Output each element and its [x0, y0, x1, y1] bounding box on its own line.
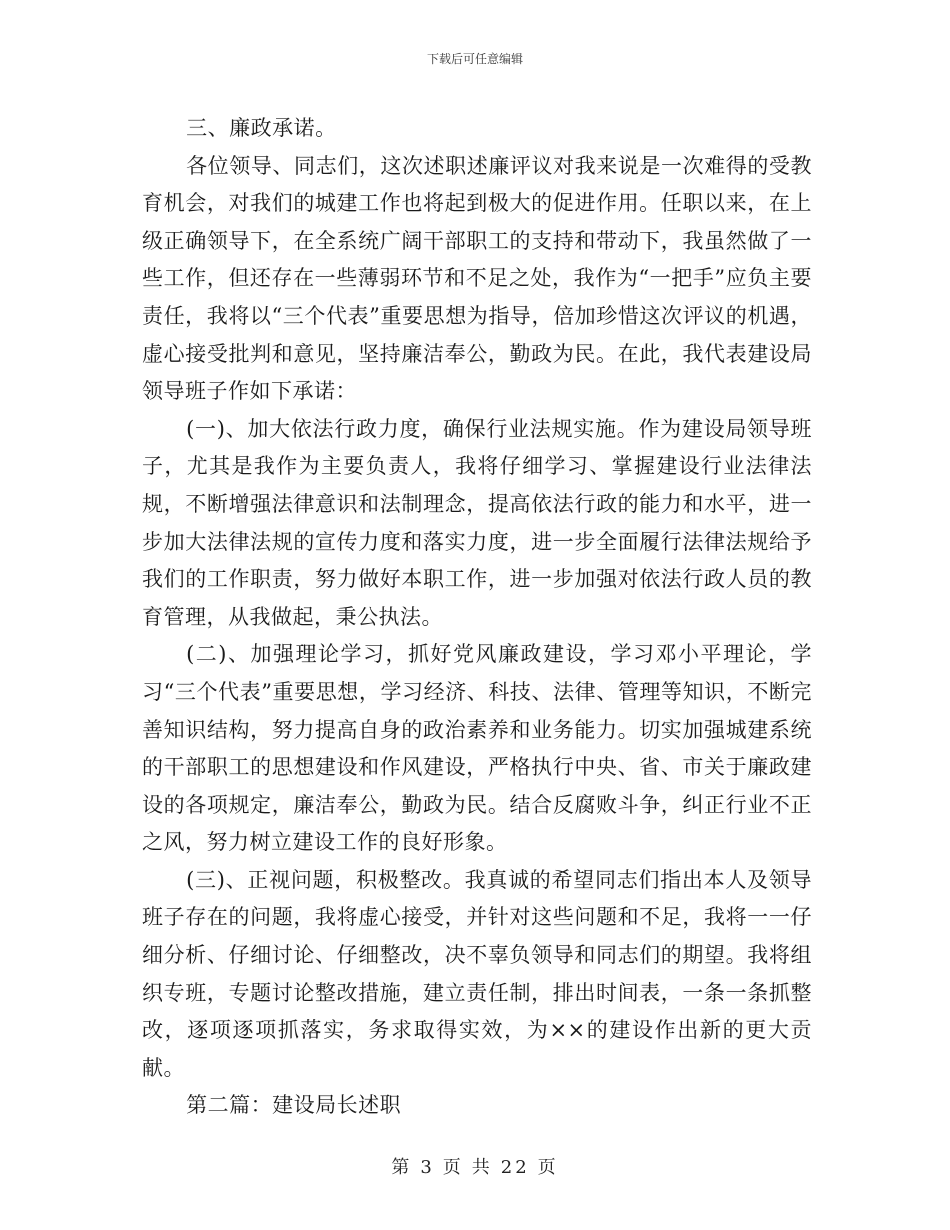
footer-label-page: 第	[391, 1157, 413, 1178]
paragraph-intro: 各位领导、同志们，这次述职述廉评议对我来说是一次难得的受教育机会，对我们的城建工作也将起到极大的促进作用。任职以来，在上级正确领导下，在全系统广阔干部职工的支持和带动下，我虽然做了一些工作，但还存在一些薄弱环节和不足之处，我作为“一把手”应负主要责任，我将以“三个代表”重要思想为指导，倍加珍惜这次评议的机遇，虚心接受批判和意见，坚持廉洁奉公，勤政为民。在此，我代表建设局领导班子作如下承诺：	[142, 153, 812, 404]
footer-label-page-unit: 页	[442, 1157, 464, 1178]
page-footer	[0, 1153, 950, 1179]
header-note: 下载后可任意编辑	[426, 52, 523, 66]
paragraph-commitment-3: (三)、正视问题，积极整改。我真诚的希望同志们指出本人及领导班子存在的问题，我将虚心接受，并针对这些问题和不足，我将一一仔细分析、仔细讨论、仔细整改，决不辜负领导和同志们的期望。我将组织专班，专题讨论整改措施，建立责任制，排出时间表，一条一条抓整改，逐项逐项抓落实，务求取得实效，为××的建设作出新的更大贡献。	[142, 867, 812, 1080]
footer-label-total-unit: 页	[537, 1157, 559, 1178]
next-chapter-heading: 第二篇：建设局长述职	[186, 1093, 402, 1118]
document-body	[142, 110, 812, 1125]
footer-label-total: 共	[471, 1157, 493, 1178]
section-heading: 三、廉政承诺。	[186, 116, 337, 140]
footer-total-pages: 22	[500, 1157, 530, 1178]
paragraph-commitment-2: (二)、加强理论学习，抓好党风廉政建设，学习邓小平理论，学习“三个代表”重要思想，学习经济、科技、法律、管理等知识，不断完善知识结构，努力提高自身的政治素养和业务能力。切实加强城建系统的干部职工的思想建设和作风建设，严格执行中央、省、市关于廉政建设的各项规定，廉洁奉公，勤政为民。结合反腐败斗争，纠正行业不正之风，努力树立建设工作的良好形象。	[142, 642, 812, 855]
footer-current-page: 3	[420, 1157, 435, 1178]
paragraph-commitment-1: (一)、加大依法行政力度，确保行业法规实施。作为建设局领导班子，尤其是我作为主要负责人，我将仔细学习、掌握建设行业法律法规，不断增强法律意识和法制理念，提高依法行政的能力和水平，进一步加大法律法规的宣传力度和落实力度，进一步全面履行法律法规给予我们的工作职责，努力做好本职工作，进一步加强对依法行政人员的教育管理，从我做起，秉公执法。	[142, 416, 812, 629]
